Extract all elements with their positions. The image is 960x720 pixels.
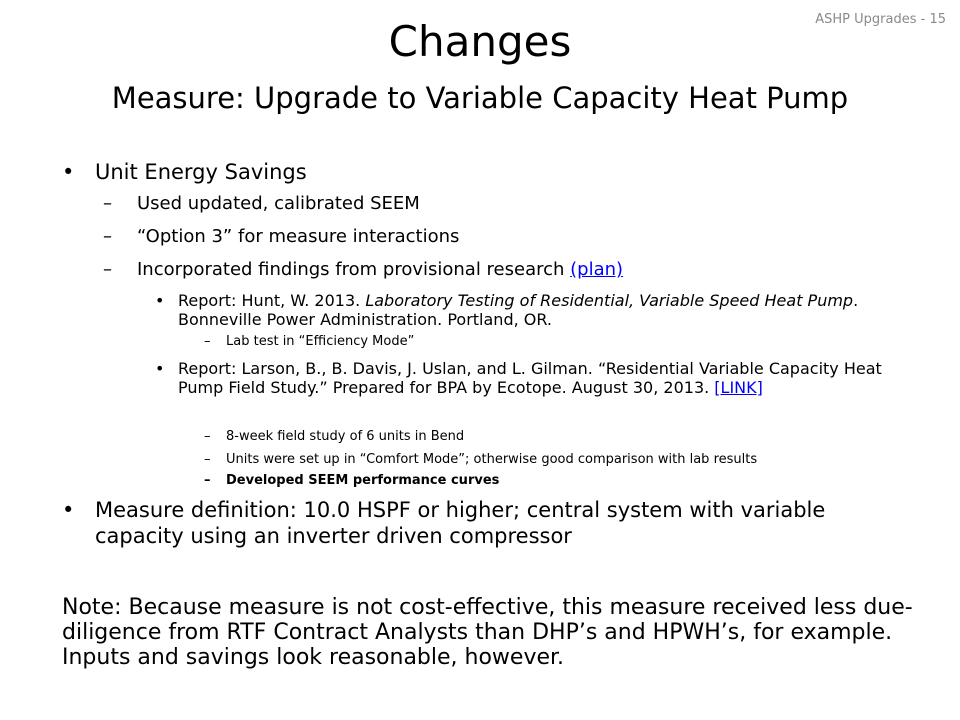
- report-title: Laboratory Testing of Residential, Variable Speed Heat Pump: [365, 291, 854, 310]
- bullet-text: Unit Energy Savings: [95, 160, 307, 184]
- bullet-icon: •: [62, 498, 75, 522]
- dash-icon: –: [204, 473, 211, 488]
- report-prefix: Report: Hunt, W. 2013.: [178, 291, 366, 310]
- plan-link[interactable]: (plan): [570, 259, 624, 280]
- bullet-icon: •: [155, 291, 165, 310]
- dash-icon: –: [204, 334, 211, 349]
- bullet-icon: •: [155, 359, 165, 378]
- sub-bullet-label: Incorporated findings from provisional research: [137, 259, 571, 280]
- report-text: [178, 359, 898, 397]
- bullet-text: Measure definition: 10.0 HSPF or higher; central system with variable capacity using an inverter driven compressor: [95, 498, 826, 548]
- dash-icon: –: [204, 452, 211, 467]
- report-link[interactable]: [LINK]: [714, 378, 763, 397]
- slide-subtitle: Measure: Upgrade to Variable Capacity Heat Pump: [111, 81, 849, 115]
- sub-bullet-text: “Option 3” for measure interactions: [137, 226, 460, 247]
- detail-text: Lab test in “Efficiency Mode”: [226, 334, 415, 349]
- dash-icon: –: [103, 226, 112, 247]
- detail-text: Units were set up in “Comfort Mode”; otherwise good comparison with lab results: [226, 452, 758, 467]
- detail-text: 8-week field study of 6 units in Bend: [226, 429, 465, 444]
- slide-title: Changes: [388, 17, 572, 66]
- sub-bullet-text: [137, 258, 917, 282]
- slide-number: ASHP Upgrades - 15: [815, 12, 946, 27]
- sub-bullet-text: Used updated, calibrated SEEM: [137, 193, 420, 214]
- bullet-icon: •: [62, 160, 75, 184]
- dash-icon: –: [103, 259, 112, 280]
- note-text: Note: Because measure is not cost-effective, this measure received less due-diligence from RTF Contract Analysts than DHP’s and HPWH’s, for example. Inputs and savings look reasonable, however.: [62, 595, 913, 670]
- dash-icon: –: [103, 193, 112, 214]
- dash-icon: –: [204, 429, 211, 444]
- report-text: [178, 291, 908, 329]
- report-citation: Report: Larson, B., B. Davis, J. Uslan, and L. Gilman. “Residential Variable Capacity Heat Pump Field Study.” Prepared for BPA by Ecotope. August 30, 2013.: [178, 359, 882, 397]
- detail-text: Developed SEEM performance curves: [226, 473, 500, 488]
- report-suffix: . Bonneville Power Administration. Portland, OR.: [178, 291, 859, 329]
